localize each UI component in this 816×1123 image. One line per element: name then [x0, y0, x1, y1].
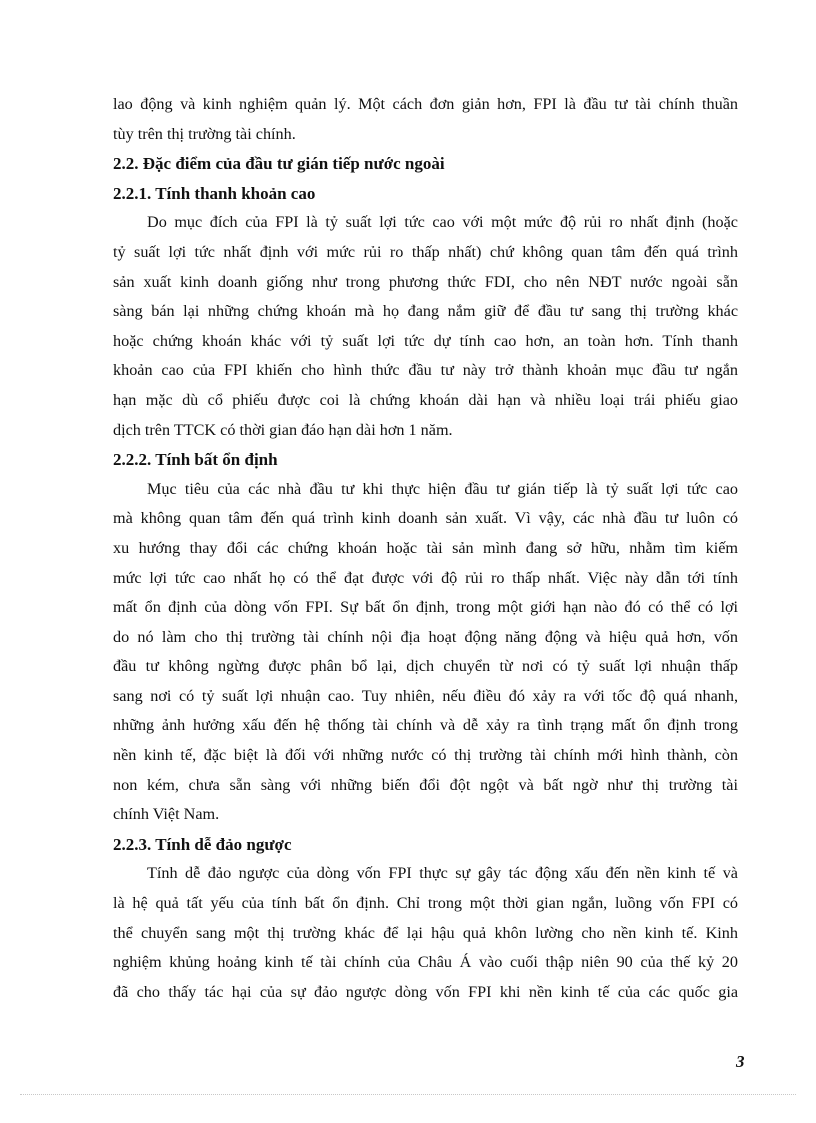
text-line: xu hướng thay đổi các chứng khoán hoặc tài sản mình đang sở hữu, nhằm tìm kiếm	[113, 538, 738, 557]
text-line: hoặc chứng khoán khác với tỷ suất lợi tức dự tính cao hơn, an toàn hơn. Tính thanh	[113, 331, 738, 350]
text-line: do nó làm cho thị trường tài chính nội địa hoạt động năng động và hiệu quả hơn, vốn	[113, 627, 738, 646]
paragraph-reversibility	[113, 859, 738, 1007]
section-heading: 2.2. Đặc điểm của đầu tư gián tiếp nước ngoài	[113, 154, 445, 174]
paragraph-instability	[113, 475, 738, 830]
text-line: nghiệm khủng hoảng kinh tế tài chính của Châu Á vào cuối thập niên 90 của thế kỷ 20	[113, 953, 738, 972]
text-line: mức lợi tức cao nhất họ có thể đạt được với độ rủi ro thấp nhất. Việc này dẫn tới tính	[113, 568, 738, 587]
text-line: Do mục đích của FPI là tỷ suất lợi tức cao với một mức độ rủi ro nhất định (hoặc	[147, 213, 738, 232]
footer-divider	[20, 1094, 796, 1095]
text-line: lao động và kinh nghiệm quản lý. Một cách đơn giản hơn, FPI là đầu tư tài chính thuần	[113, 95, 738, 113]
text-line: Tính dễ đảo ngược của dòng vốn FPI thực sự gây tác động xấu đến nền kinh tế và	[147, 864, 738, 883]
text-line: sang nơi có tỷ suất lợi nhuận cao. Tuy nhiên, nếu điều đó xảy ra với tốc độ quá nhanh,	[113, 686, 738, 705]
text-line: sản xuất kinh doanh giống như trong phương thức FDI, cho nên NĐT nước ngoài sẵn	[113, 272, 738, 291]
text-line: nền kinh tế, đặc biệt là đối với những nước có thị trường tài chính mới hình thành, còn	[113, 746, 738, 765]
subsection-heading-liquidity: 2.2.1. Tính thanh khoản cao	[113, 183, 316, 203]
text-line: thể chuyển sang một thị trường khác để lại hậu quả khôn lường cho nền kinh tế. Kinh	[113, 923, 738, 942]
text-line: non kém, chưa sẵn sàng với những biến đổi đột ngột và bất ngờ như thị trường tài	[113, 775, 738, 794]
intro-paragraph	[113, 90, 738, 149]
text-line: sàng bán lại những chứng khoán mà họ đang nắm giữ để đầu tư sang thị trường khác	[113, 302, 738, 321]
text-line: tỷ suất lợi tức nhất định với mức rủi ro thấp nhất) chứ không quan tâm đến quá trình	[113, 242, 738, 261]
document-page	[113, 90, 738, 1007]
text-line: hạn mặc dù cổ phiếu được coi là chứng khoán dài hạn và nhiều loại trái phiếu giao	[113, 390, 738, 409]
page-number: 3	[736, 1052, 745, 1071]
subsection-heading-instability: 2.2.2. Tính bất ổn định	[113, 450, 278, 470]
text-line: khoản cao của FPI khiến cho hình thức đầu tư này trở thành khoản mục đầu tư ngắn	[113, 361, 738, 380]
subsection-heading-reversibility: 2.2.3. Tính dễ đảo ngược	[113, 834, 292, 854]
text-line: mất ổn định của dòng vốn FPI. Sự bất ổn định, trong một giới hạn nào đó có thể có lợi	[113, 598, 738, 617]
text-line: chính Việt Nam.	[113, 805, 220, 824]
text-line: là hệ quả tất yếu của tính bất ổn định. Chỉ trong một thời gian ngắn, luồng vốn FPI có	[113, 894, 738, 913]
text-line: tùy trên thị trường tài chính.	[113, 124, 296, 143]
text-line: dịch trên TTCK có thời gian đáo hạn dài hơn 1 năm.	[113, 420, 453, 439]
text-line: đã cho thấy tác hại của sự đảo ngược dòng vốn FPI khi nền kinh tế của các quốc gia	[113, 982, 738, 1001]
text-line: Mục tiêu của các nhà đầu tư khi thực hiện đầu tư gián tiếp là tỷ suất lợi tức cao	[147, 479, 738, 498]
text-line: những ảnh hưởng xấu đến hệ thống tài chính và dễ xảy ra tình trạng mất ổn định trong	[113, 716, 738, 735]
text-line: đầu tư không ngừng được phân bổ lại, dịch chuyển từ nơi có tỷ suất lợi nhuận thấp	[113, 657, 738, 676]
text-line: mà không quan tâm đến quá trình kinh doanh sản xuất. Vì vậy, các nhà đầu tư luôn có	[113, 509, 738, 528]
paragraph-liquidity	[113, 208, 738, 445]
